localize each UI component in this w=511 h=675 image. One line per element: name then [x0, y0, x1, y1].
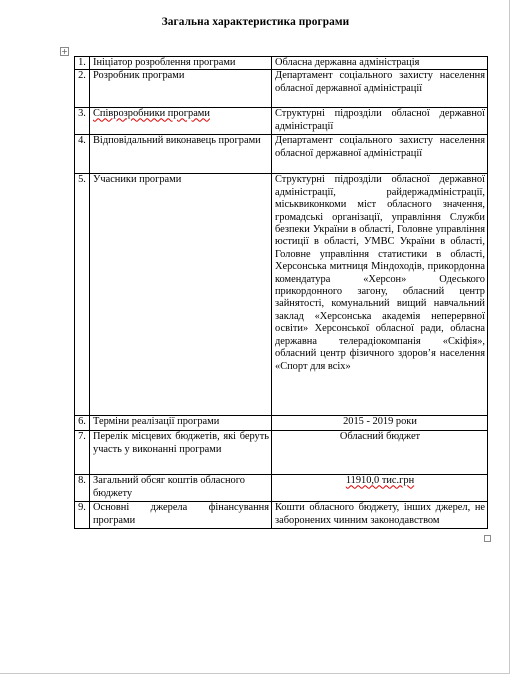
table-row	[75, 174, 488, 416]
table-move-handle-icon[interactable]: +	[61, 47, 68, 56]
row-value: Обласний бюджет	[272, 431, 488, 475]
table-resize-handle-icon[interactable]	[484, 535, 491, 542]
program-characteristics-table	[74, 56, 488, 529]
row-value: Департамент соціального захисту населення обласної державної адміністрації	[272, 70, 488, 108]
row-value: Кошти обласного бюджету, інших джерел, не заборонених чинним законодавством	[272, 502, 488, 529]
row-number: 2.	[75, 70, 90, 108]
row-label: Перелік місцевих бюджетів, які беруть участь у виконанні програми	[90, 431, 272, 475]
spellcheck-marked-text: 11910,0 тис.грн	[345, 475, 415, 487]
table-row	[75, 475, 488, 502]
table-row	[75, 57, 488, 70]
table-row	[75, 416, 488, 431]
row-number: 6.	[75, 416, 90, 431]
table-row	[75, 135, 488, 174]
row-label: Учасники програми	[90, 174, 272, 416]
row-number: 1.	[75, 57, 90, 70]
row-value	[272, 475, 488, 502]
table-row	[75, 108, 488, 135]
table-row	[75, 70, 488, 108]
row-number: 7.	[75, 431, 90, 475]
row-label: Розробник програми	[90, 70, 272, 108]
row-label: Терміни реалізації програми	[90, 416, 272, 431]
table-row	[75, 502, 488, 529]
row-value: Обласна державна адміністрація	[272, 57, 488, 70]
row-number: 4.	[75, 135, 90, 174]
row-value: Структурні підрозділи обласної державної адміністрації	[272, 108, 488, 135]
table-row	[75, 431, 488, 475]
row-label: Ініціатор розроблення програми	[90, 57, 272, 70]
row-number: 9.	[75, 502, 90, 529]
row-value: Структурні підрозділи обласної державної адміністрації, райдержадміністрації, міськвиконкоми міст обласного значення, громадські організації, управління Служби безпеки України в області, Головне управління юстиції в області, УМВС України в області, Головне управління статистики в області, Херсонська митниця Міндоходів, прикордонна комендатура «Херсон» Одеського прикордонного загону, обласний центр зайнятості, комунальний вищий навчальний заклад «Херсонська академія неперервної освіти» Херсонської обласної ради, обласна державна телерадіокомпанія «Скіфія», обласний центр фізичного здоров’я населення «Спорт для всіх»	[272, 174, 488, 416]
row-number: 8.	[75, 475, 90, 502]
row-label: Відповідальний виконавець програми	[90, 135, 272, 174]
spellcheck-marked-text: Співрозробники програми	[93, 108, 210, 120]
row-value: Департамент соціального захисту населення обласної державної адміністрації	[272, 135, 488, 174]
row-number: 5.	[75, 174, 90, 416]
row-label	[90, 108, 272, 135]
row-label: Загальний обсяг коштів обласного бюджету	[90, 475, 272, 502]
document-title: Загальна характеристика програми	[161, 16, 350, 28]
row-label: Основні джерела фінансування програми	[90, 502, 272, 529]
row-value: 2015 - 2019 роки	[272, 416, 488, 431]
row-number: 3.	[75, 108, 90, 135]
